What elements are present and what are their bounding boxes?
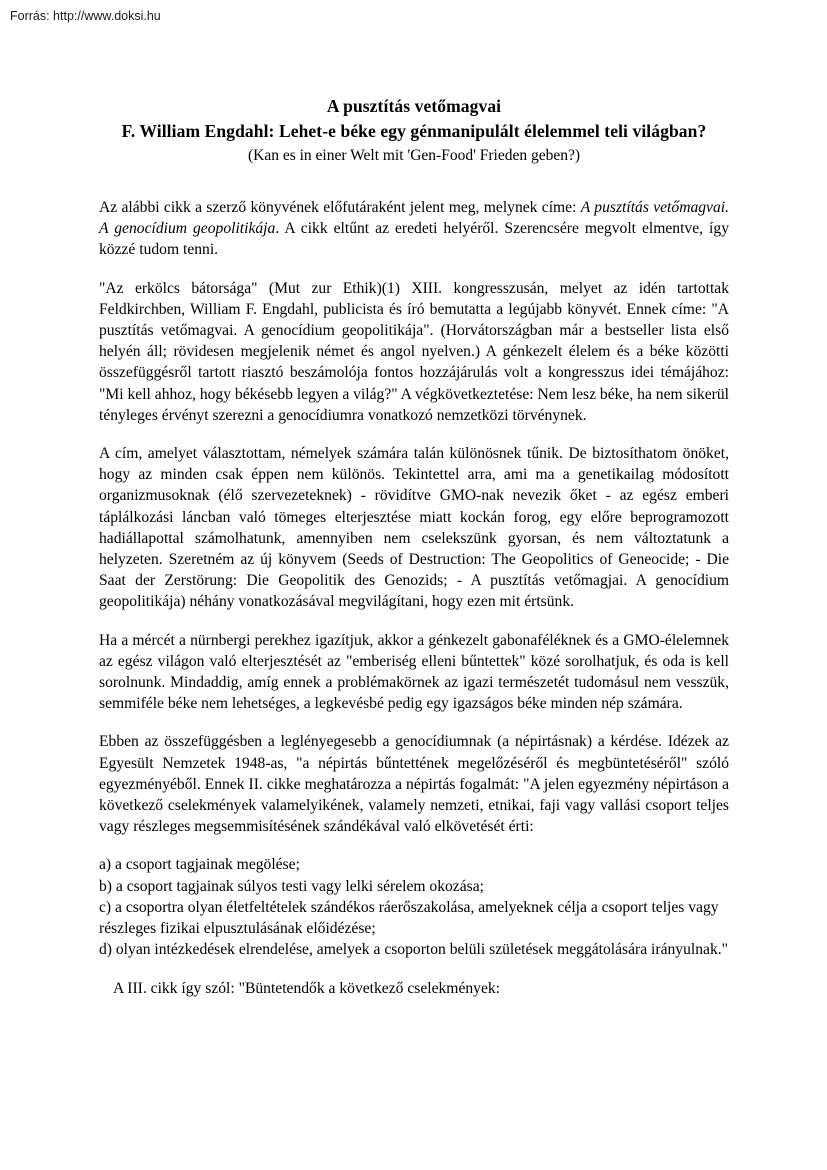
document-content bbox=[99, 94, 729, 999]
document-title-line1: A pusztítás vetőmagvai bbox=[326, 96, 502, 116]
paragraph-nuremberg: Ha a mércét a nürnbergi perekhez igazítjuk, akkor a génkezelt gabonaféléknek és a GMO-élelemnek az egész világon való elterjesztését az "emberiség elleni bűntettek" közé sorolhatjuk, és oda is kell sorolnunk. Mindaddig, amíg ennek a problémakörnek az igazi természetét tudomásul nem vesszük, semmiféle béke nem lehetséges, a legkevésbé pedig egy igazságos béke minden nép számára. bbox=[99, 631, 729, 713]
list-item: b) a csoport tagjainak súlyos testi vagy lelki sérelem okozása; bbox=[99, 877, 484, 895]
paragraph-article-three: A III. cikk így szól: "Büntetendők a következő cselekmények: bbox=[113, 979, 501, 997]
list-item: c) a csoportra olyan életfeltételek szándékos ráerőszakolása, amelyeknek célja a csoport teljes vagy részleges fizikai elpusztulásának előidézése; bbox=[99, 898, 719, 938]
source-url-header: Forrás: http://www.doksi.hu bbox=[10, 9, 161, 23]
paragraph-congress: "Az erkölcs bátorsága" (Mut zur Ethik)(1) XIII. kongresszusán, melyet az idén tartottak Feldkirchben, William F. Engdahl, publicista és író bemutatta a legújabb könyvét. Ennek címe: "A pusztítás vetőmagvai. A genocídium geopolitikája". (Horvátországban már a bestseller lista első helyén áll; rövidesen megjelenik német és angol nyelven.) A génkezelt élelem és a béke közötti összefüggésről tartott riasztó beszámolója fontos hozzájárulás volt a kongresszus idei témájához: "Mi kell ahhoz, hogy békésebb legyen a világ?" A végkövetkeztetése: Nem lesz béke, ha nem sikerül tényleges érvényt szerezni a genocídiumra vonatkozó nemzetközi törvénynek. bbox=[99, 279, 729, 424]
genocide-acts-list bbox=[99, 854, 729, 960]
paragraph-intro-part2: . A cikk eltűnt az eredeti helyéről. Szerencsére megvolt elmentve, így közzé tudom tenni. bbox=[99, 220, 729, 259]
paragraph-intro-part1: Az alábbi cikk a szerző könyvének előfutáraként jelent meg, melynek címe: bbox=[99, 199, 581, 216]
paragraph-un-convention: Ebben az összefüggésben a leglényegesebb a genocídiumnak (a népirtásnak) a kérdése. Idézek az Egyesült Nemzetek 1948-as, "a népirtás bűntettének megelőzéséről és megbüntetéséről" szóló egyezményéből. Ennek II. cikke meghatározza a népirtás fogalmát: "A jelen egyezmény népirtáson a következő cselekmények valamelyikének, valamely nemzeti, etnikai, faji vagy vallási csoport teljes vagy részleges megsemmisítésének szándékával való elkövetését érti: bbox=[99, 733, 729, 836]
list-item: a) a csoport tagjainak megölése; bbox=[99, 856, 300, 874]
book-title-italic: A pusztítás vetőmagvai. A genocídium geopolitikája bbox=[99, 199, 729, 238]
paragraph-intro bbox=[99, 197, 729, 261]
paragraph-title-explanation: A cím, amelyet választottam, némelyek számára talán különösnek tűnik. De biztosíthatom önöket, hogy az minden csak éppen nem különös. Tekintettel arra, ami ma a genetikailag módosított organizmusoknak (élő szervezeteknek) - rövidítve GMO-nak nevezik őket - az egész emberi táplálkozási láncban való tömeges elterjesztése miatt kockán forog, egy előre beprogramozott hadiállapottal számolhatunk, amennyiben nem cselekszünk gyorsan, és nem változtatunk a helyzeten. Szeretném az új könyvem (Seeds of Destruction: The Geopolitics of Geneocide; - Die Saat der Zerstörung: Die Geopolitik des Genozids; - A pusztítás vetőmagjai. A genocídium geopolitikája) néhány vonatkozásával megvilágítani, hogy ezen mit értsünk. bbox=[99, 445, 729, 611]
document-title-german-subtitle: (Kan es in einer Welt mit 'Gen-Food' Frieden geben?) bbox=[247, 147, 581, 164]
document-title-line2: F. William Engdahl: Lehet-e béke egy génmanipulált élelemmel teli világban? bbox=[121, 120, 707, 141]
list-item: d) olyan intézkedések elrendelése, amelyek a csoporton belüli születések meggátolására irányulnak." bbox=[99, 941, 729, 959]
title-block bbox=[99, 94, 729, 167]
